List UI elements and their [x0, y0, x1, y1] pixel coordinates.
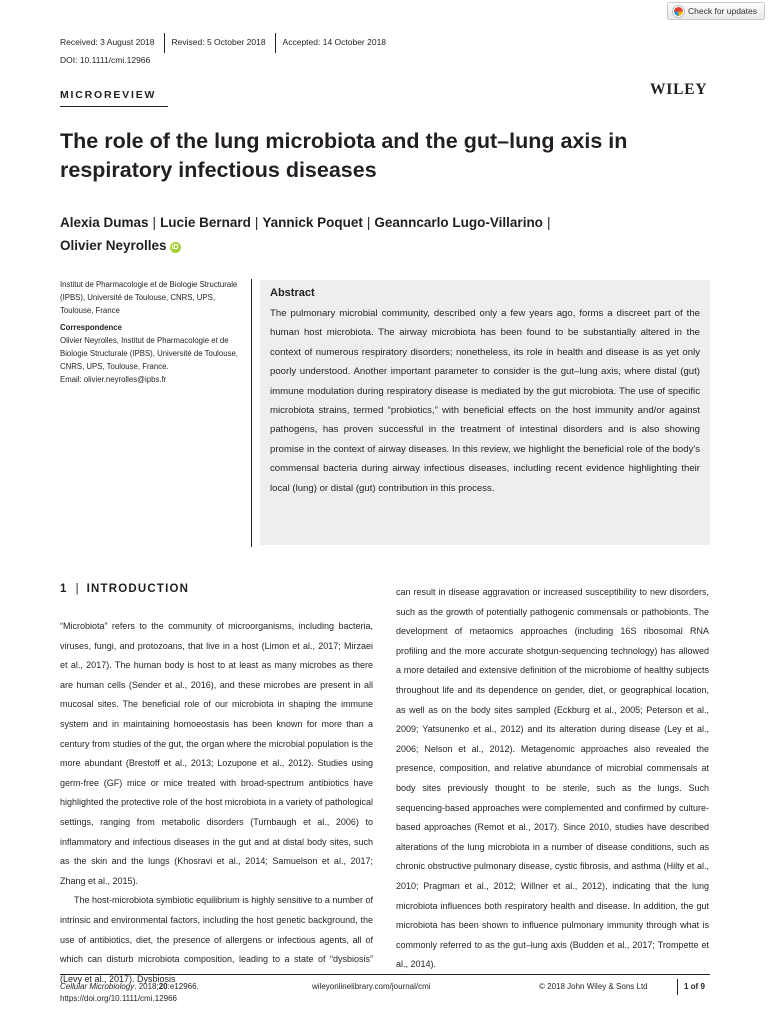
citation-article: :e12966. [167, 982, 199, 991]
author-separator: | [366, 215, 371, 230]
body-column-right [396, 583, 709, 975]
check-for-updates-label: Check for updates [688, 6, 757, 16]
journal-name: Cellular Microbiology [60, 982, 135, 991]
correspondence-email[interactable]: Email: olivier.neyrolles@ipbs.fr [60, 374, 167, 384]
author-separator: | [546, 215, 551, 230]
doi: DOI: 10.1111/cmi.12966 [60, 55, 151, 65]
affiliation: Institut de Pharmacologie et de Biologie Structurale (IPBS), Université de Toulouse, CNRS, UPS, Toulouse, France [60, 280, 238, 315]
abstract-text: The pulmonary microbial community, described only a few years ago, forms a discreet part of the human host microbiota. The airway microbiota has been found to be substantially altered in the context of numerous respiratory disorders; nonetheless, its role in health and disease is as yet only poorly understood. Another important parameter to consider is the gut–lung axis, where distal (gut) immune modulation during respiratory disease is mediated by the gut microbiota. The use of specific microbiota strains, termed “probiotics,” with beneficial effects on the host immunity and/or against pathogens, has proven successful in the treatment of intestinal disorders and is also showing promise in the context of airway diseases. In this review, we highlight the beneficial role of the body's commensal bacteria during airway infectious diseases, including recent evidence highlighting their local (lung) or distal (gut) contribution in this process. [270, 308, 700, 494]
footer-rule [60, 974, 710, 975]
article-type: MICROREVIEW [60, 89, 157, 101]
accepted-date: Accepted: 14 October 2018 [282, 37, 387, 47]
section-number: 1 [60, 583, 68, 595]
date-divider [164, 33, 165, 53]
article-type-underline [60, 106, 168, 107]
author-name[interactable]: Yannick Poquet [262, 215, 363, 230]
section-heading [60, 583, 189, 595]
body-paragraph: The host-microbiota symbiotic equilibrium is highly sensitive to a number of intrinsic and environmental factors, including the host genetic background, the use of antibiotics, diet, the presence of allergens or infectious agents, all of which can disturb microbiota composition, leading to a state of “dysbiosis” (Levy et al., 2017). Dysbiosis [60, 895, 373, 984]
orcid-icon[interactable]: iD [171, 244, 179, 251]
author-list [60, 211, 700, 257]
publisher-logo: WILEY [650, 81, 708, 98]
date-divider [275, 33, 276, 53]
abstract-heading: Abstract [270, 287, 315, 299]
abstract-divider [251, 279, 252, 547]
article-title [60, 127, 700, 185]
body-column-left [60, 617, 373, 989]
copyright: © 2018 John Wiley & Sons Ltd [539, 982, 648, 991]
journal-url-link[interactable]: wileyonlinelibrary.com/journal/cmi [312, 982, 431, 991]
author-name[interactable]: Alexia Dumas [60, 215, 149, 230]
correspondence-address: Olivier Neyrolles, Institut de Pharmacologie et de Biologie Structurale (IPBS), Université de Toulouse, CNRS, UPS, Toulouse, France. [60, 336, 238, 371]
affiliation-block [60, 279, 240, 386]
author-name[interactable]: Olivier Neyrolles [60, 238, 167, 253]
section-separator: | [75, 583, 79, 595]
revised-date: Revised: 5 October 2018 [171, 37, 266, 47]
article-dates [60, 37, 395, 53]
section-title: INTRODUCTION [86, 583, 190, 595]
citation-volume: 20 [158, 982, 168, 991]
title-line: respiratory infectious diseases [60, 158, 377, 182]
author-name[interactable]: Geanncarlo Lugo-Villarino [374, 215, 543, 230]
citation-year: . 2018; [134, 982, 159, 991]
author-name[interactable]: Lucie Bernard [160, 215, 251, 230]
footer-citation [60, 981, 199, 1005]
abstract-box [260, 280, 710, 545]
crossmark-icon [673, 6, 684, 17]
body-paragraph: can result in disease aggravation or increased susceptibility to new disorders, such as the growth of potentially pathogenic commensals or pathobionts. The development of metaomics approaches (including 16S ribosomal RNA profiling and the more accurate shotgun-sequencing technology) has allowed a more detailed and extensive definition of the microbiome of healthy subjects throughout life and its dependence on gender, diet, or geographical location, as well as on the body sites sampled (Eckburg et al., 2005; Peterson et al., 2009; Yatsunenko et al., 2012) and its alteration during disease (Ley et al., 2006; Nelson et al., 2012). Metagenomic approaches also revealed the presence, composition, and relative abundance of microbial commensals at body sites previously thought to be sterile, such as the lungs. Such sequencing-based approaches were complemented and confirmed by culture-based approaches (Remot et al., 2017). Since 2010, studies have described alterations of the lung microbiota in a number of disease conditions, such as chronic obstructive pulmonary disease, cystic fibrosis, and asthma (Hilty et al., 2010; Pragman et al., 2012; Willner et al., 2012), indicating that the lung microbiota influences both respiratory health and disease. In addition, the gut microbiota has been shown to influence pulmonary immunity through what is commonly referred to as the gut–lung axis (Budden et al., 2017; Trompette et al., 2014). [396, 587, 709, 970]
check-for-updates-button[interactable] [667, 2, 765, 20]
author-separator: | [152, 215, 157, 230]
author-separator: | [254, 215, 259, 230]
doi-link[interactable]: https://doi.org/10.1111/cmi.12966 [60, 994, 177, 1003]
correspondence-label: Correspondence [60, 323, 122, 333]
footer-divider [677, 979, 678, 995]
body-paragraph: “Microbiota” refers to the community of microorganisms, including bacteria, viruses, fungi, and protozoans, that live in a host (Limon et al., 2017; Mirzaei et al., 2017). The human body is host to at least as many microbes as there are human cells (Sender et al., 2016), and these microbes are present in all mucosal sites. The beneficial role of our microbiota in shaping the immune system and in maintaining homoeostasis has been known for more than a century from studies of the gut, the organ where the microbial population is the more abundant (Brestoff et al., 2013; Lozupone et al., 2012). Studies using germ-free (GF) mice or mice treated with broad-spectrum antibiotics have highlighted the protective role of the host microbiota in a variety of pathological settings, ranging from metabolic disorders (Turnbaugh et al., 2006) to inflammatory and infectious diseases in the gut and at distal body sites, such as the skin and the lungs (Khosravi et al., 2014; Samuelson et al., 2017; Zhang et al., 2015). [60, 621, 373, 886]
received-date: Received: 3 August 2018 [60, 37, 155, 47]
page-number: 1 of 9 [684, 982, 705, 991]
title-line: The role of the lung microbiota and the gut–lung axis in [60, 129, 628, 153]
